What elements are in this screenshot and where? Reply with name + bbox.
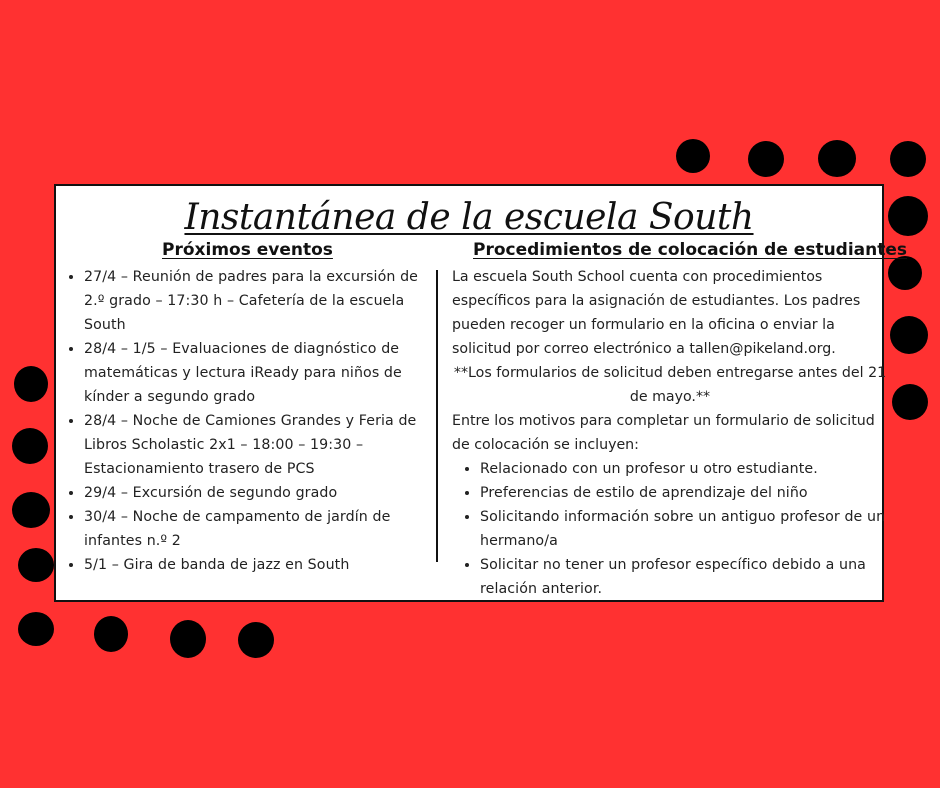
decorative-dot xyxy=(94,616,128,652)
list-item: • Relacionado con un profesor u otro estudiante. xyxy=(480,457,888,481)
decorative-dot xyxy=(18,612,54,646)
list-item: • 30/4 – Noche de campamento de jardín de infantes n.º 2 xyxy=(84,505,438,553)
upcoming-events-heading: Próximos eventos xyxy=(162,240,333,260)
page-title: Instantánea de la escuela South xyxy=(184,197,754,238)
placement-intro: La escuela South School cuenta con procedimientos específicos para la asignación de estudiantes. Los padres pueden recoger un formulario en la oficina o enviar la solicitud por correo electrónico a tallen@pikeland.org. xyxy=(452,269,861,357)
placement-section xyxy=(452,265,888,601)
decorative-dot xyxy=(818,140,856,177)
decorative-dot xyxy=(238,622,274,658)
placement-reasons-intro: Entre los motivos para completar un formulario de solicitud de colocación se incluyen: xyxy=(452,413,875,453)
placement-heading: Procedimientos de colocación de estudiantes xyxy=(473,240,908,260)
list-item: • Preferencias de estilo de aprendizaje del niño xyxy=(480,481,888,505)
decorative-dot xyxy=(888,256,922,290)
decorative-dot xyxy=(18,548,54,582)
upcoming-events-list xyxy=(62,265,438,577)
list-item: • Solicitando información sobre un antiguo profesor de un hermano/a xyxy=(480,505,888,553)
list-item: • Solicitar no tener un profesor específico debido a una relación anterior. xyxy=(480,553,888,601)
decorative-dot xyxy=(676,139,710,173)
decorative-dot xyxy=(12,428,48,464)
placement-reasons-list xyxy=(452,457,888,601)
decorative-dot xyxy=(890,316,928,354)
decorative-dot xyxy=(888,196,928,236)
list-item: • 5/1 – Gira de banda de jazz en South xyxy=(84,553,438,577)
decorative-dot xyxy=(892,384,928,420)
info-card xyxy=(54,184,908,602)
decorative-dot xyxy=(170,620,206,658)
list-item: • 28/4 – 1/5 – Evaluaciones de diagnóstico de matemáticas y lectura iReady para niños de kínder a segundo grado xyxy=(84,337,438,409)
column-divider xyxy=(436,270,438,562)
list-item: • 27/4 – Reunión de padres para la excursión de 2.º grado – 17:30 h – Cafetería de la escuela South xyxy=(84,265,438,337)
list-item: • 28/4 – Noche de Camiones Grandes y Feria de Libros Scholastic 2x1 – 18:00 – 19:30 – Estacionamiento trasero de PCS xyxy=(84,409,438,481)
decorative-dot xyxy=(890,141,926,177)
decorative-dot xyxy=(12,492,50,528)
decorative-dot xyxy=(748,141,784,177)
list-item: • 29/4 – Excursión de segundo grado xyxy=(84,481,438,505)
placement-deadline-note: **Los formularios de solicitud deben entregarse antes del 21 de mayo.** xyxy=(453,365,887,405)
decorative-dot xyxy=(14,366,48,402)
